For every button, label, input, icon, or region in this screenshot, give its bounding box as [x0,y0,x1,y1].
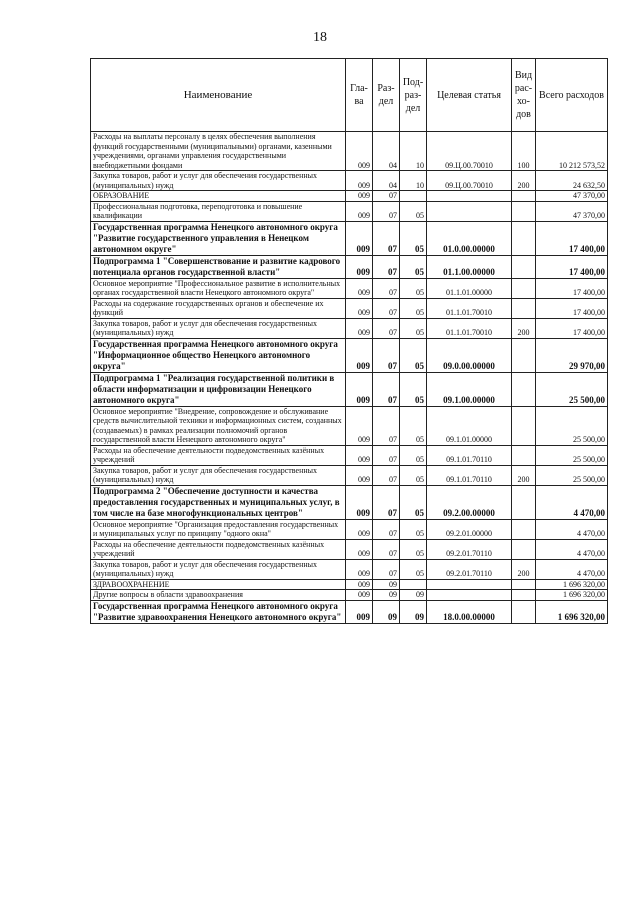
row-vid [512,519,536,539]
row-target: 01.0.00.00000 [427,221,512,255]
row-razdel: 07 [373,445,400,465]
row-name: Расходы на обеспечение деятельности подведомственных казённых учреждений [91,445,346,465]
row-podrazdel: 05 [400,519,427,539]
header-target: Целевая статья [427,59,512,132]
row-podrazdel: 05 [400,318,427,338]
row-glava: 009 [346,132,373,171]
row-glava: 009 [346,519,373,539]
row-podrazdel: 05 [400,298,427,318]
row-total: 17 400,00 [536,318,608,338]
row-name: Основное мероприятие "Профессиональное развитие в исполнительных органах государственной власти Ненецкого автономного округа" [91,278,346,298]
row-vid [512,255,536,278]
row-vid: 200 [512,559,536,579]
row-name: Государственная программа Ненецкого автономного округа "Развитие здравоохранения Ненецкого автономного округа" [91,600,346,623]
row-total: 10 212 573,52 [536,132,608,171]
row-razdel: 07 [373,318,400,338]
row-total: 47 370,00 [536,201,608,221]
row-name: Расходы на содержание государственных органов и обеспечение их функций [91,298,346,318]
row-target: 09.Ц.00.70010 [427,171,512,191]
row-razdel: 07 [373,465,400,485]
header-vid: Вид рас-хо-дов [512,59,536,132]
row-name: Подпрограмма 1 "Совершенствование и развитие кадрового потенциала органов государственной власти" [91,255,346,278]
table-row [91,191,608,202]
row-vid [512,485,536,519]
row-razdel: 07 [373,372,400,406]
row-podrazdel: 05 [400,539,427,559]
row-glava: 009 [346,590,373,601]
table-row [91,132,608,171]
row-total: 24 632,50 [536,171,608,191]
row-name: Закупка товаров, работ и услуг для обеспечения государственных (муниципальных) нужд [91,318,346,338]
row-total: 25 500,00 [536,406,608,445]
budget-table [90,58,608,624]
row-razdel: 04 [373,171,400,191]
row-vid [512,298,536,318]
row-total: 4 470,00 [536,539,608,559]
row-glava: 009 [346,485,373,519]
row-razdel: 07 [373,406,400,445]
row-target: 01.1.01.00000 [427,278,512,298]
table-row [91,465,608,485]
row-podrazdel: 05 [400,406,427,445]
row-podrazdel: 05 [400,372,427,406]
header-row [91,59,608,132]
row-total: 17 400,00 [536,298,608,318]
row-podrazdel: 05 [400,465,427,485]
row-razdel: 07 [373,221,400,255]
row-glava: 009 [346,298,373,318]
row-vid [512,579,536,590]
row-total: 17 400,00 [536,221,608,255]
row-target: 09.2.01.70110 [427,559,512,579]
row-total: 17 400,00 [536,278,608,298]
row-target: 09.1.01.70110 [427,445,512,465]
row-razdel: 07 [373,559,400,579]
table-row [91,406,608,445]
row-glava: 009 [346,465,373,485]
row-glava: 009 [346,579,373,590]
row-glava: 009 [346,539,373,559]
row-glava: 009 [346,372,373,406]
table-row [91,445,608,465]
row-podrazdel: 05 [400,278,427,298]
row-name: Подпрограмма 1 "Реализация государственной политики в области информатизации и цифровизации Ненецкого автономного округа" [91,372,346,406]
row-razdel: 07 [373,255,400,278]
row-glava: 009 [346,201,373,221]
row-podrazdel: 10 [400,132,427,171]
table-row [91,201,608,221]
row-total: 17 400,00 [536,255,608,278]
table-body [91,132,608,624]
row-total: 1 696 320,00 [536,579,608,590]
row-target [427,191,512,202]
header-glava: Гла-ва [346,59,373,132]
row-razdel: 07 [373,191,400,202]
row-name: Закупка товаров, работ и услуг для обеспечения государственных (муниципальных) нужд [91,171,346,191]
row-razdel: 07 [373,338,400,372]
row-vid [512,221,536,255]
row-razdel: 09 [373,590,400,601]
row-podrazdel: 09 [400,600,427,623]
row-name: Другие вопросы в области здравоохранения [91,590,346,601]
row-total: 1 696 320,00 [536,600,608,623]
row-podrazdel: 05 [400,445,427,465]
row-target: 09.2.01.70110 [427,539,512,559]
row-podrazdel: 05 [400,221,427,255]
row-name: Расходы на выплаты персоналу в целях обеспечения выполнения функций государственными (муниципальными) органами, казенными учреждениями, органами управления государственными внебюджетными фондами [91,132,346,171]
row-total: 29 970,00 [536,338,608,372]
row-razdel: 07 [373,201,400,221]
row-total: 4 470,00 [536,559,608,579]
row-total: 4 470,00 [536,485,608,519]
row-target: 09.2.01.00000 [427,519,512,539]
row-vid [512,191,536,202]
row-target: 09.2.00.00000 [427,485,512,519]
row-glava: 009 [346,600,373,623]
row-razdel: 04 [373,132,400,171]
row-vid: 200 [512,171,536,191]
row-razdel: 07 [373,539,400,559]
row-name: Государственная программа Ненецкого автономного округа "Развитие государственного управления в Ненецком автономном округе" [91,221,346,255]
row-glava: 009 [346,559,373,579]
row-podrazdel: 10 [400,171,427,191]
row-vid [512,539,536,559]
row-razdel: 07 [373,278,400,298]
row-razdel: 09 [373,600,400,623]
row-vid [512,590,536,601]
header-podrazdel: Под-раз-дел [400,59,427,132]
row-vid: 200 [512,318,536,338]
row-target: 09.0.00.00000 [427,338,512,372]
row-vid: 100 [512,132,536,171]
row-podrazdel: 05 [400,485,427,519]
row-target: 01.1.01.70010 [427,318,512,338]
row-podrazdel: 05 [400,201,427,221]
row-razdel: 07 [373,519,400,539]
row-target: 09.1.01.00000 [427,406,512,445]
row-total: 25 500,00 [536,445,608,465]
table-row [91,485,608,519]
row-total: 1 696 320,00 [536,590,608,601]
row-name: Расходы на обеспечение деятельности подведомственных казённых учреждений [91,539,346,559]
row-glava: 009 [346,445,373,465]
row-vid [512,445,536,465]
row-glava: 009 [346,191,373,202]
table-row [91,171,608,191]
table-row [91,539,608,559]
row-glava: 009 [346,318,373,338]
table-row [91,318,608,338]
row-glava: 009 [346,338,373,372]
row-name: Основное мероприятие "Внедрение, сопровождение и обслуживание средств вычислительной техники и информационных систем, созданных (создаваемых) в рамках реализации полномочий органов государственной власти Ненецкого автономного округа" [91,406,346,445]
row-razdel: 09 [373,579,400,590]
table-row [91,559,608,579]
row-razdel: 07 [373,485,400,519]
table-row [91,590,608,601]
row-name: Закупка товаров, работ и услуг для обеспечения государственных (муниципальных) нужд [91,559,346,579]
table-row [91,298,608,318]
row-podrazdel: 09 [400,590,427,601]
row-target: 01.1.00.00000 [427,255,512,278]
header-total: Всего расходов [536,59,608,132]
row-podrazdel: 05 [400,338,427,372]
row-target: 09.1.01.70110 [427,465,512,485]
row-name: Подпрограмма 2 "Обеспечение доступности и качества предоставления государственных и муниципальных услуг, в том числе на базе многофункциональных центров" [91,485,346,519]
table-row [91,255,608,278]
table-row [91,519,608,539]
row-podrazdel: 05 [400,255,427,278]
row-glava: 009 [346,221,373,255]
row-razdel: 07 [373,298,400,318]
row-vid [512,338,536,372]
row-name: ОБРАЗОВАНИЕ [91,191,346,202]
row-name: Государственная программа Ненецкого автономного округа "Информационное общество Ненецкого автономного округа" [91,338,346,372]
header-razdel: Раз-дел [373,59,400,132]
row-glava: 009 [346,255,373,278]
row-vid [512,278,536,298]
row-name: ЗДРАВООХРАНЕНИЕ [91,579,346,590]
row-glava: 009 [346,171,373,191]
row-vid: 200 [512,465,536,485]
row-target: 01.1.01.70010 [427,298,512,318]
table-row [91,579,608,590]
row-target [427,590,512,601]
row-name: Основное мероприятие "Организация предоставления государственных и муниципальных услуг по принципу "одного окна" [91,519,346,539]
row-podrazdel [400,579,427,590]
row-target [427,201,512,221]
row-target: 09.Ц.00.70010 [427,132,512,171]
table-row [91,600,608,623]
row-vid [512,372,536,406]
row-total: 25 500,00 [536,372,608,406]
row-vid [512,201,536,221]
table-row [91,338,608,372]
row-total: 47 370,00 [536,191,608,202]
row-podrazdel [400,191,427,202]
row-glava: 009 [346,278,373,298]
row-total: 25 500,00 [536,465,608,485]
table-row [91,278,608,298]
row-target: 18.0.00.00000 [427,600,512,623]
row-vid [512,600,536,623]
table-row [91,221,608,255]
row-podrazdel: 05 [400,559,427,579]
row-glava: 009 [346,406,373,445]
table-row [91,372,608,406]
row-total: 4 470,00 [536,519,608,539]
row-name: Закупка товаров, работ и услуг для обеспечения государственных (муниципальных) нужд [91,465,346,485]
page-number: 18 [313,30,327,45]
row-target: 09.1.00.00000 [427,372,512,406]
header-name: Наименование [91,59,346,132]
row-name: Профессиональная подготовка, переподготовка и повышение квалификации [91,201,346,221]
row-target [427,579,512,590]
row-vid [512,406,536,445]
